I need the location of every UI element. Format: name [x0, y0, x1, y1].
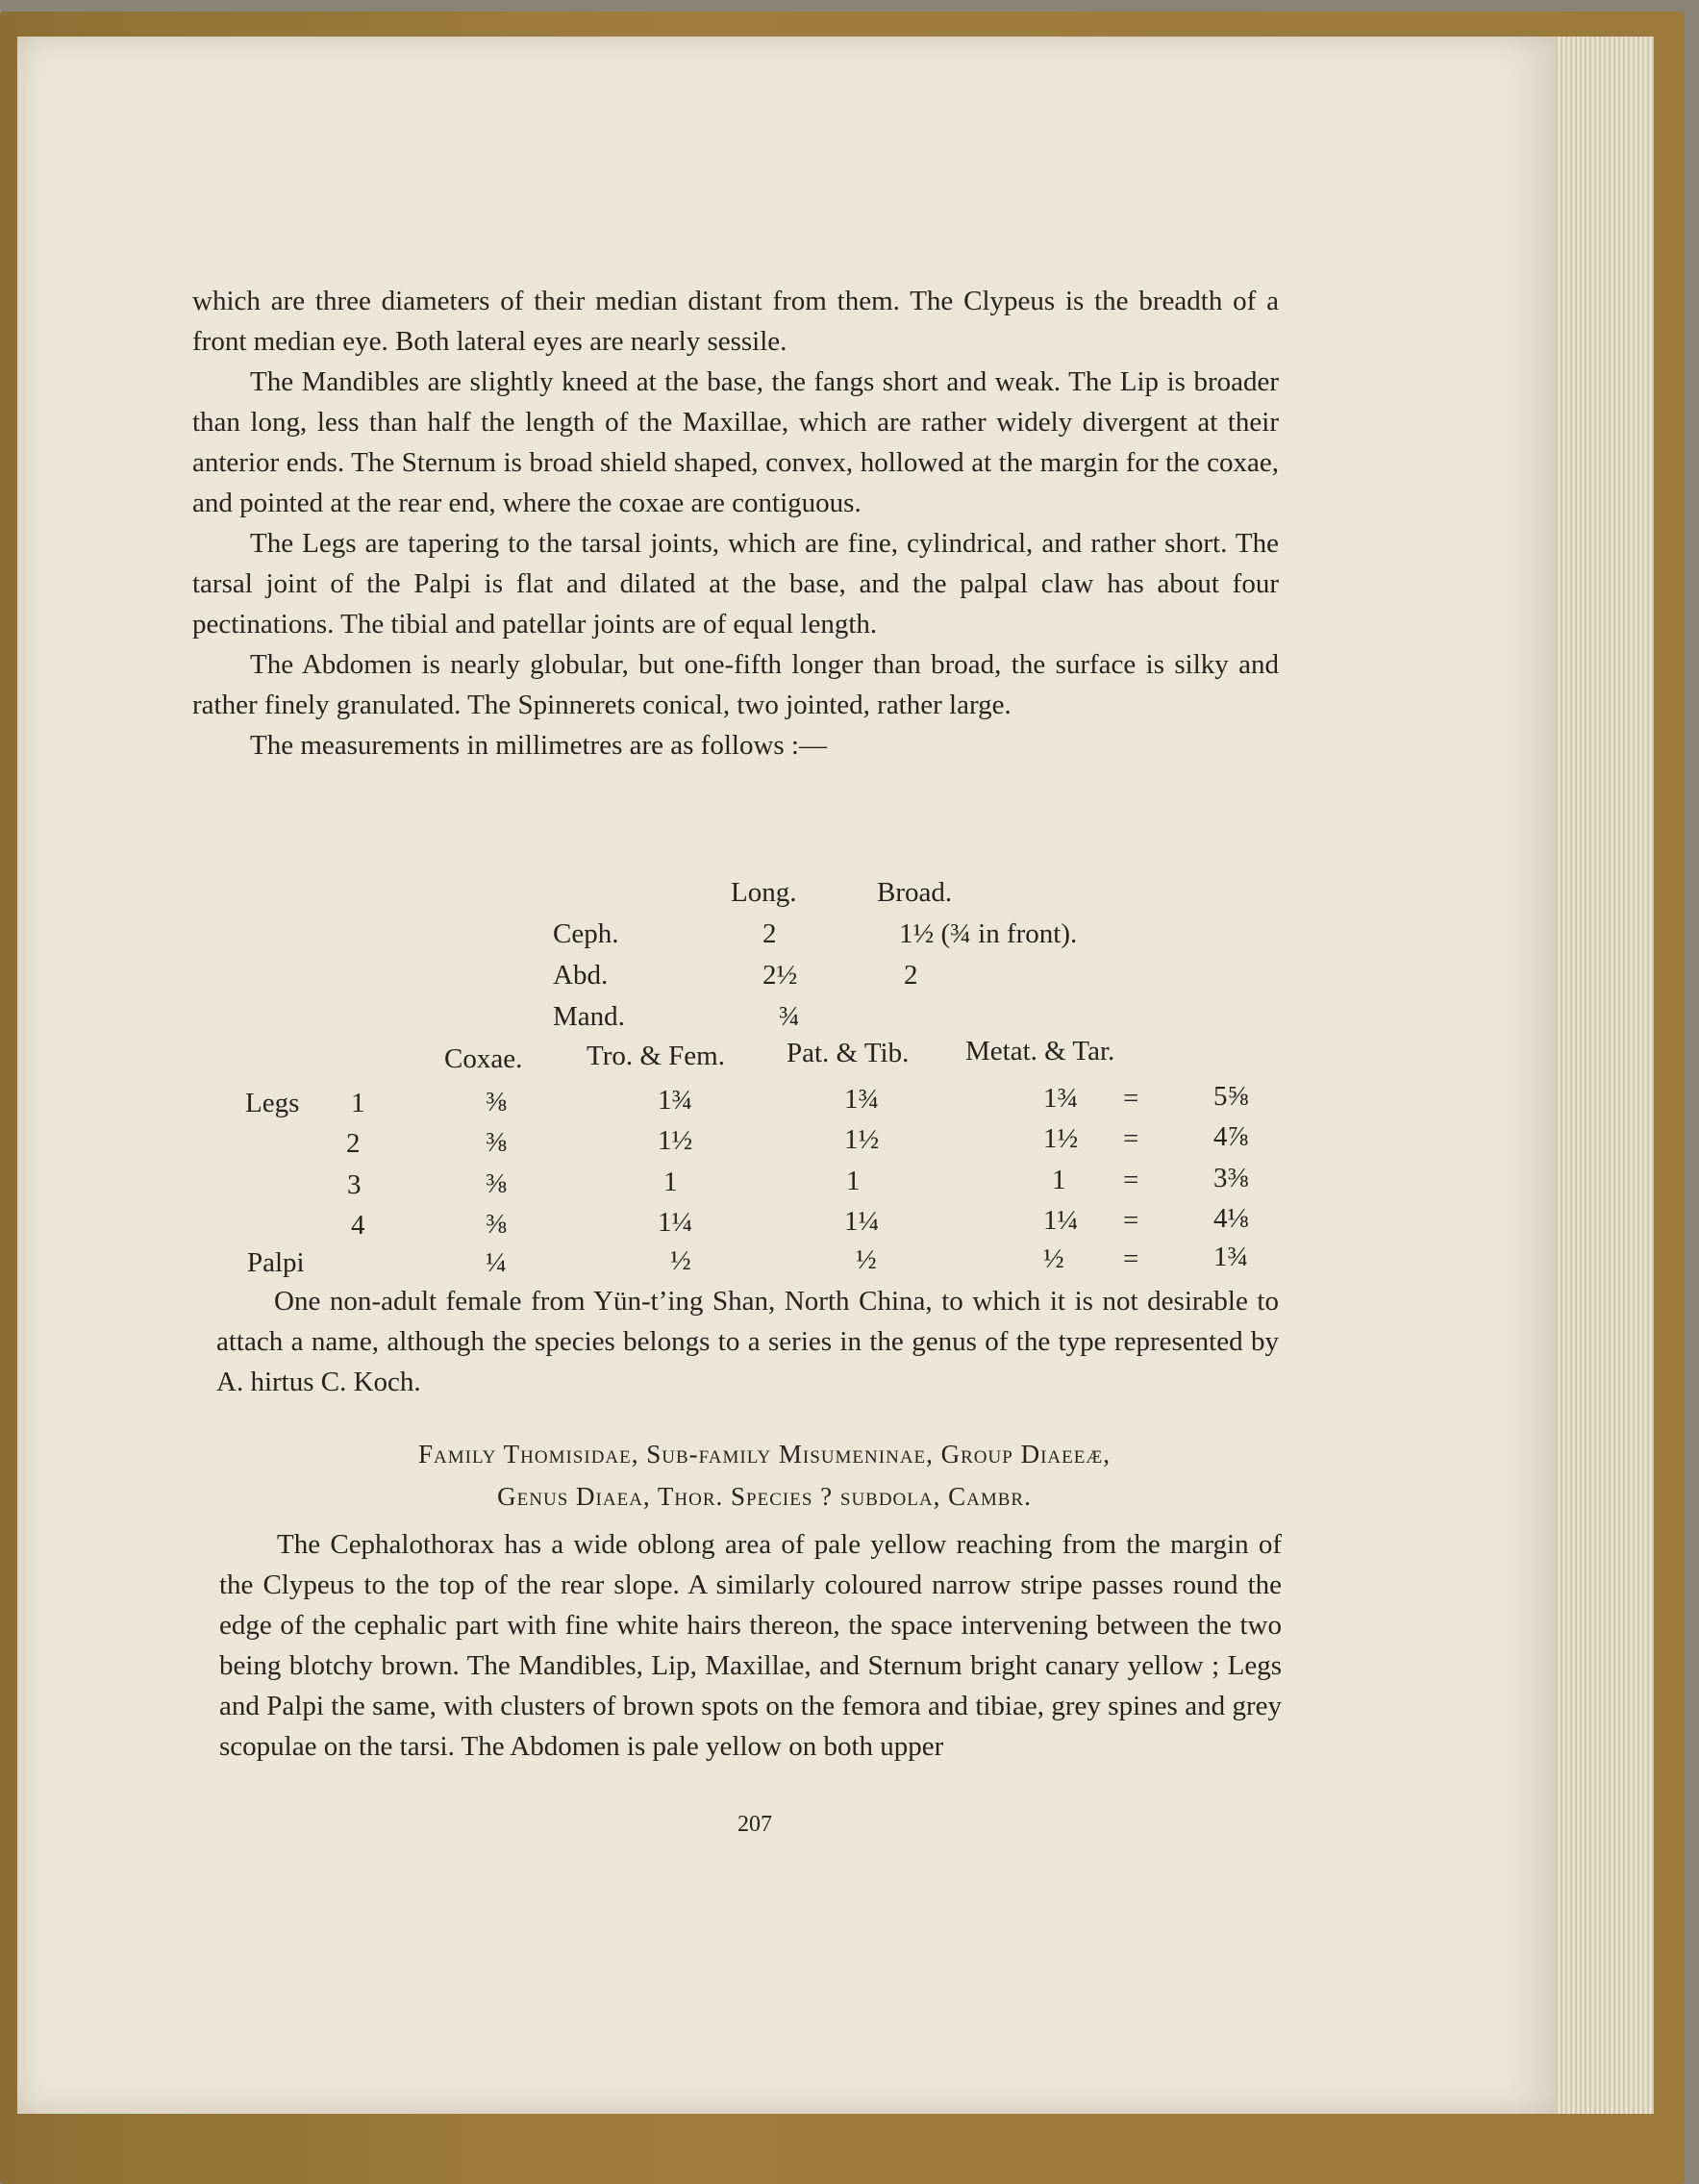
section-heading [221, 1433, 1308, 1518]
leg-total: 4⅛ [1213, 1203, 1249, 1234]
leg-metat-tar: ½ [1043, 1243, 1064, 1274]
leg-coxae: ⅜ [486, 1209, 507, 1240]
page-edges [1538, 37, 1654, 2114]
leg-coxae: ¼ [486, 1247, 507, 1278]
leg-pat-tib: ½ [856, 1244, 877, 1275]
equals-sign: = [1123, 1165, 1139, 1195]
col-header-coxae: Coxae. [444, 1043, 523, 1074]
equals-sign: = [1123, 1083, 1139, 1114]
leg-pat-tib: 1 [846, 1166, 861, 1196]
leg-coxae: ⅜ [486, 1127, 507, 1158]
legs-group-label: Legs [245, 1088, 300, 1118]
heading-line-2: Genus Diaea, Thor. Species ? subdola, Cambr. [497, 1482, 1032, 1511]
paragraph-4: The Abdomen is nearly globular, but one-fifth longer than broad, the surface is silky and rather finely granulated. The Spinnerets conical, two jointed, rather large. [192, 649, 1279, 720]
leg-pat-tib: 1¼ [844, 1206, 880, 1237]
leg-metat-tar: 1¼ [1043, 1205, 1079, 1236]
col-header-pat-tib: Pat. & Tib. [787, 1038, 910, 1068]
paragraph-after-table: One non-adult female from Yün-t’ing Shan, North China, to which it is not desirable to attach a name, although the species belongs to a series in the genus of the type represented by A. hirtus C. Koch. [216, 1286, 1279, 1397]
leg-total: 5⅝ [1213, 1081, 1249, 1112]
leg-total: 3⅜ [1213, 1163, 1249, 1193]
col-header-tro-fem: Tro. & Fem. [587, 1041, 725, 1071]
leg-metat-tar: 1¾ [1043, 1083, 1079, 1114]
row-long: ¾ [779, 1001, 800, 1032]
leg-number: 4 [351, 1210, 365, 1241]
leg-number: 3 [347, 1169, 362, 1200]
leg-pat-tib: 1¾ [844, 1084, 880, 1115]
paragraph-bottom: The Cephalothorax has a wide oblong area of pale yellow reaching from the margin of the Clypeus to the top of the rear slope. A similarly coloured narrow stripe passes round the edge of the cephalic part with fine white hairs thereon, the space intervening between the two being blotchy brown. The Mandibles, Lip, Maxillae, and Sternum bright canary yellow ; Legs and Palpi the same, with clusters of brown spots on the femora and tibiae, grey spines and grey scopulae on the tarsi. The Abdomen is pale yellow on both upper [219, 1529, 1282, 1762]
paragraph-5: The measurements in millimetres are as follows :— [250, 730, 827, 761]
row-broad: 1½ (¾ in front). [899, 918, 1078, 949]
row-long: 2 [762, 918, 777, 949]
page-number: 207 [737, 1812, 772, 1837]
row-broad: 2 [904, 960, 918, 991]
leg-tro-fem: 1 [663, 1167, 678, 1197]
row-long: 2½ [762, 960, 798, 991]
row-label: Ceph. [553, 918, 619, 949]
leg-pat-tib: 1½ [844, 1124, 880, 1155]
after-table-text [216, 1281, 1279, 1402]
leg-metat-tar: 1½ [1043, 1123, 1079, 1154]
col-header-metat-tar: Metat. & Tar. [965, 1036, 1115, 1067]
equals-sign: = [1123, 1205, 1139, 1236]
leg-number: 1 [351, 1088, 365, 1118]
leg-coxae: ⅜ [486, 1087, 507, 1117]
leg-coxae: ⅜ [486, 1168, 507, 1199]
paragraph-2: The Mandibles are slightly kneed at the base, the fangs short and weak. The Lip is broader than long, less than half the length of the Maxillae, which are rather widely divergent at their anterior ends. The Sternum is broad shield shaped, convex, hollowed at the margin for the coxae, and pointed at the rear end, where the coxae are contiguous. [192, 366, 1279, 518]
row-label: Abd. [553, 960, 609, 991]
top-text-block [192, 281, 1279, 766]
leg-number: 2 [346, 1128, 361, 1159]
equals-sign: = [1123, 1123, 1139, 1154]
heading-line-1: Family Thomisidae, Sub-family Misumeninae, Group Diaeeæ, [418, 1440, 1111, 1469]
leg-total: 1¾ [1213, 1242, 1249, 1272]
equals-sign: = [1123, 1243, 1139, 1274]
row-label: Mand. [553, 1001, 625, 1032]
paragraph-1: which are three diameters of their median distant from them. The Clypeus is the breadth of a front median eye. Both lateral eyes are nearly sessile. [192, 286, 1279, 357]
leg-tro-fem: 1½ [658, 1125, 693, 1156]
col-header-long: Long. [731, 877, 797, 908]
leg-tro-fem: 1¼ [658, 1207, 693, 1238]
leg-metat-tar: 1 [1052, 1165, 1066, 1195]
bottom-text-block [219, 1524, 1282, 1767]
paragraph-3: The Legs are tapering to the tarsal joints, which are fine, cylindrical, and rather short. The tarsal joint of the Palpi is flat and dilated at the base, and the palpal claw has about four pectinations. The tibial and patellar joints are of equal length. [192, 528, 1279, 640]
palpi-label: Palpi [247, 1247, 305, 1278]
leg-tro-fem: ½ [670, 1245, 691, 1276]
leg-tro-fem: 1¾ [658, 1085, 693, 1116]
col-header-broad: Broad. [877, 877, 953, 908]
leg-total: 4⅞ [1213, 1121, 1249, 1152]
